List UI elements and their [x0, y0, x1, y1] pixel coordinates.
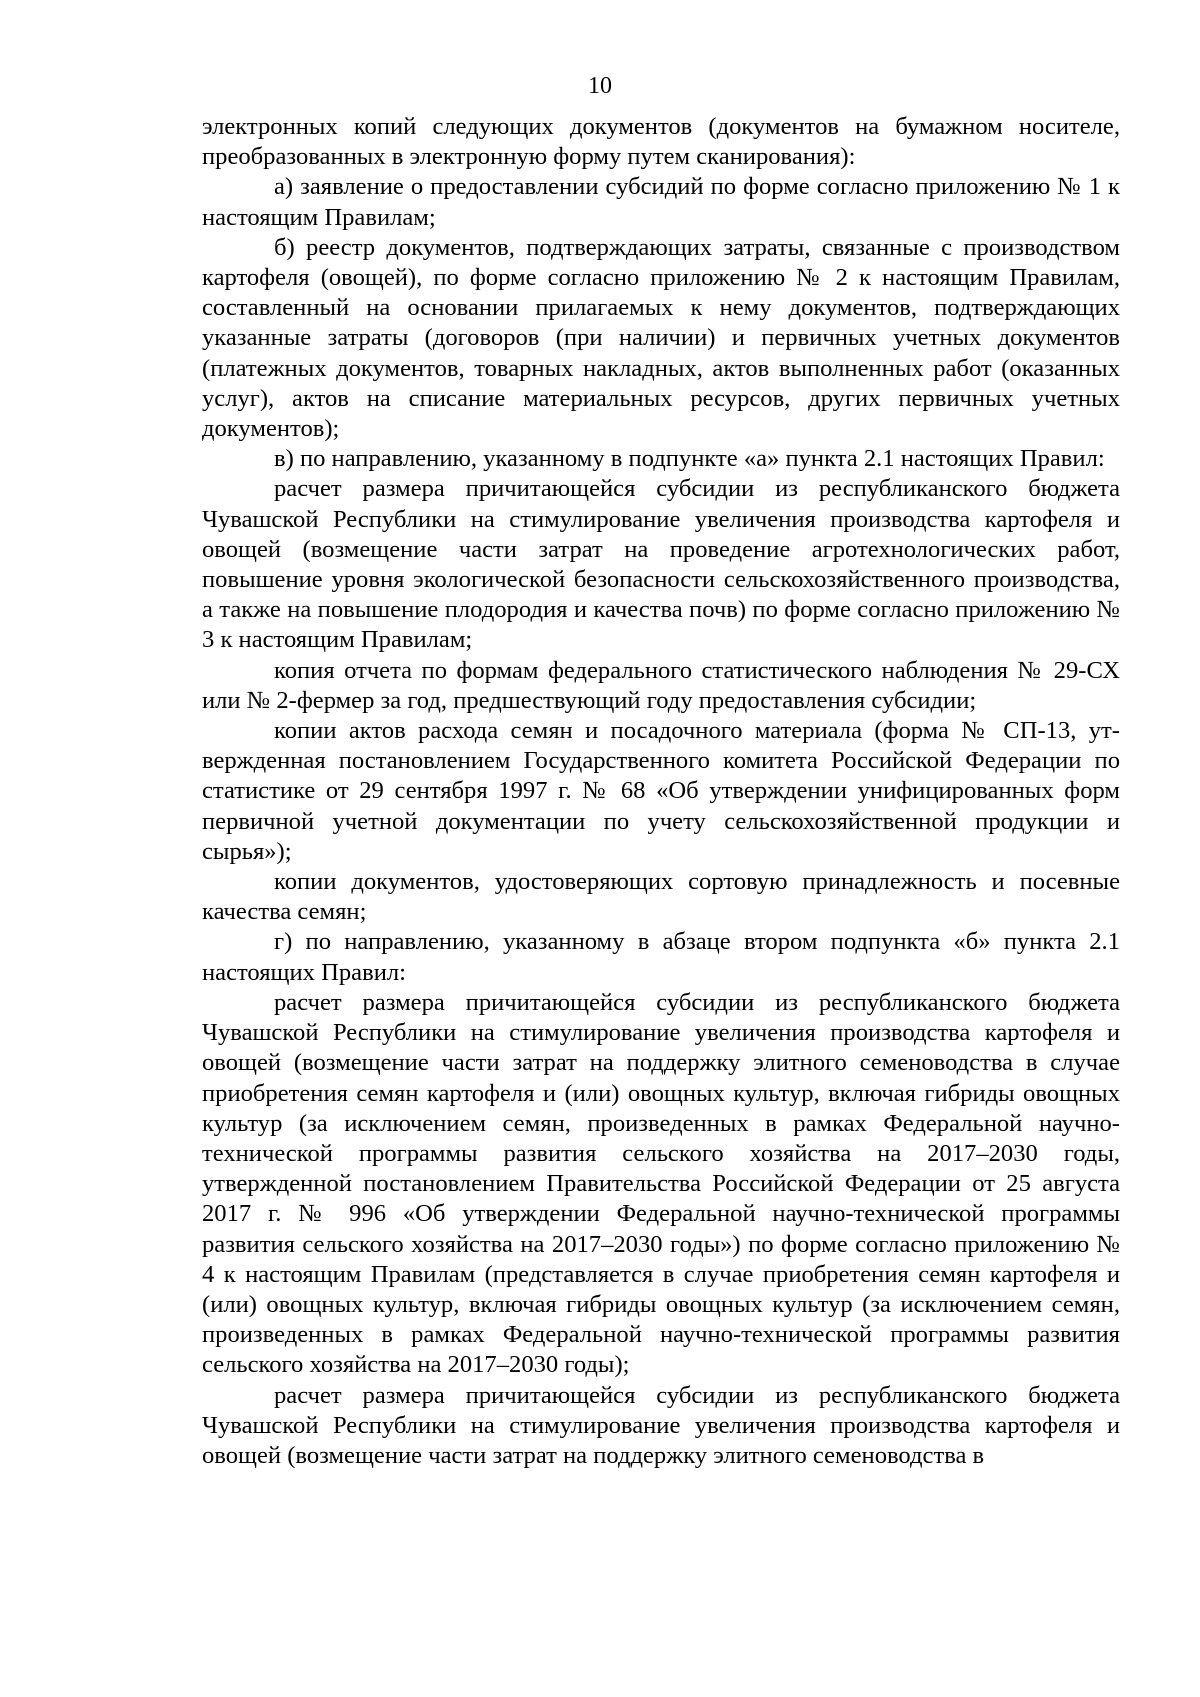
paragraph-subsidy-calculation-seeds: расчет размера причитающейся субсидии из республиканского бюджета Чувашской Республики на стимулирование увеличения производства картофеля и овощей (возмещение части затрат на поддержку элитного семеноводства в случае приобретения семян картофеля и (или) овощных культур, включая гибриды овощных культур (за исключением семян, произведенных в рамках Федеральной научно-технической программы развития сельского хозяйства на 2017–2030 годы, утвержденной постановлением Правительства Российской Федерации от 25 августа 2017 г. № 996 «Об утверждении Федеральной научно-технической программы развития сельского хозяйства на 2017–2030 годы») по форме согласно приложению № 4 к настоящим Правилам (представляется в случае приобретения семян картофеля и (или) овощных культур, включая гибриды овощных культур (за исключением семян, произведенных в рамках Федеральной научно-технической программы развития сельского хозяйства на 2017–2030 годы);	[202, 988, 1120, 1379]
paragraph-item-g: г) по направлению, указанному в абзаце втором подпункта «б» пункта 2.1 настоящих Правил:	[202, 928, 1120, 986]
paragraph-item-b: б) реестр документов, подтверждающих затраты, связанные с производством картофеля (овощей), по форме согласно приложению № 2 к настоящим Правилам, составленный на основании прилагаемых к нему документов, подтверждающих указанные затраты (договоров (при наличии) и первичных учетных документов (платежных документов, товарных накладных, актов выполненных работ (оказанных услуг), актов на списание материальных ресурсов, других первичных учетных документов);	[202, 233, 1120, 443]
document-body	[202, 112, 1120, 1471]
paragraph-subsidy-calculation-elite: расчет размера причитающейся субсидии из республиканского бюджета Чувашской Республики на стимулирование увеличения производства картофеля и овощей (возмещение части затрат на поддержку элитного семеноводства в	[202, 1381, 1120, 1469]
paragraph-seed-consumption-acts: копии актов расхода семян и посадочного материала (форма № СП-13, утвержденная постановлением Государственного комитета Российской Федерации по статистике от 29 сентября 1997 г. № 68 «Об утверждении унифицированных форм первичной учетной документации по учету сельскохозяйственной продукции и сырья»);	[202, 717, 1120, 865]
paragraph-item-a: а) заявление о предоставлении субсидий по форме согласно приложению № 1 к настоящим Правилам;	[202, 173, 1120, 231]
page-number: 10	[588, 73, 612, 99]
paragraph-subsidy-calculation-agro: расчет размера причитающейся субсидии из республиканского бюджета Чувашской Республики на стимулирование увеличения производства картофеля и овощей (возмещение части затрат на проведение агротехнологических работ, повышение уровня экологической безопасности сельскохозяйственного производства, а также на повышение плодородия и качества почв) по форме согласно приложению № 3 к настоящим Правилам;	[202, 475, 1120, 654]
paragraph-statistical-report-copy: копия отчета по формам федерального статистического наблюдения № 29-СХ или № 2-фермер за год, предшествующий году предоставления субсидии;	[202, 656, 1120, 714]
paragraph-continuation: электронных копий следующих документов (документов на бумажном носителе, преобразованных в электронную форму путем сканирования):	[202, 113, 1120, 171]
paragraph-seed-quality-documents: копии документов, удостоверяющих сортовую принадлежность и посевные качества семян;	[202, 868, 1120, 926]
paragraph-item-v: в) по направлению, указанному в подпункте «а» пункта 2.1 настоящих Правил:	[274, 445, 1105, 473]
